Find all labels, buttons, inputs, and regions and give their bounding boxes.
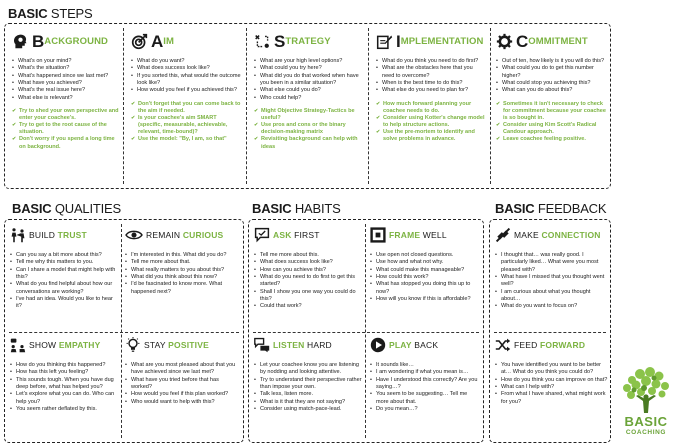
list-item: • Shall I show you one way you could do this? bbox=[254, 289, 362, 304]
list-item: • Who could help? bbox=[254, 95, 364, 102]
list-item: • Can you say a bit more about this? bbox=[10, 252, 118, 259]
logo-subtitle: COACHING bbox=[625, 429, 667, 436]
step-commitment: C OMMITMENT • Out of ten, how likely is it you will do this? • What could you do to get this number higher? • What could stop you achieving this? • What can you do about this? ✔ Sometimes it isn't necessary to check for commitment because your coachee is so bought in. ✔ Consider using Kim Scott's Radical Candour approach. ✔ Leave coachee feeling positive. bbox=[496, 30, 608, 186]
settings-cog-icon bbox=[496, 33, 513, 50]
list-item: • What have I missed that you thought went well? bbox=[495, 274, 608, 289]
quality-stay-positive: STAY POSITIVE • What are you most pleased about that you have achieved since we last met? • What have you tried before that has worked? • How would you feel if this plan worked? • Who would want to help with this? bbox=[125, 334, 240, 440]
list-item: • What could stop you achieving this? bbox=[496, 80, 608, 87]
list-item: • How would you feel if this plan worked? bbox=[125, 391, 240, 398]
list-item: • Can I share a model that might help with this? bbox=[10, 267, 118, 282]
step-aim: A IM • What do you want? • What does success look like? • If you sorted this, what would the outcome look like? • How would you feel if you achieved this? ✔ Don't forget that you can come back to the aim if needed. ✔ Is your coachee's aim SMART (specific, measurable, achievable, relevant, time-bound)? ✔ Use the model: "By, I am, so that" bbox=[131, 30, 241, 186]
list-item: • How could this work? bbox=[370, 274, 481, 281]
list-item: • What is it that they are not saying? bbox=[254, 399, 362, 406]
list-item: • Use open not closed questions. bbox=[370, 252, 481, 259]
steps-title: BASIC STEPS bbox=[8, 6, 93, 21]
list-item: • It sounds like… bbox=[370, 362, 481, 369]
tip-item: ✔ Use pros and cons or the binary decision-making matrix bbox=[254, 122, 364, 136]
list-item: • What are your high level options? bbox=[254, 58, 364, 65]
list-item: • What do you need to do first to get this started? bbox=[254, 274, 362, 289]
head-icon bbox=[12, 33, 29, 50]
handshake-icon bbox=[10, 337, 26, 353]
list-item: • Tell me why this matters to you. bbox=[10, 259, 118, 266]
list-item: • If you sorted this, what would the outcome look like? bbox=[131, 73, 241, 88]
strategy-icon bbox=[254, 33, 271, 50]
tip-item: ✔ Try to get to the root cause of the situation. bbox=[12, 122, 120, 136]
list-item: • What else is relevant? bbox=[12, 95, 120, 102]
list-item: • What's the real issue here? bbox=[12, 87, 120, 94]
tip-item: ✔ Revisiting background can help with ideas bbox=[254, 136, 364, 150]
list-item: • From what I have shared, what might work for you? bbox=[495, 391, 608, 406]
list-item: • What do you find helpful about how our conversations are working? bbox=[10, 281, 118, 296]
list-item: • What have you achieved? bbox=[12, 80, 120, 87]
logo-name: BASIC bbox=[624, 414, 668, 429]
list-item: • How do you think you can improve on that? bbox=[495, 377, 608, 384]
feedback-make-connection: MAKE CONNECTION • I thought that… was really good. I particularly liked… What were you most pleased with? • What have I missed that you thought went well? • I am curious about what you thought about… • What do you want to focus on? bbox=[495, 224, 608, 332]
list-item: • I thought that… was really good. I particularly liked… What were you most pleased with? bbox=[495, 252, 608, 274]
list-item: • When is the best time to do this? bbox=[376, 80, 486, 87]
lightbulb-icon bbox=[125, 337, 141, 353]
list-item: • Use how and what not why. bbox=[370, 259, 481, 266]
habits-title: BASIC HABITS bbox=[252, 201, 341, 216]
list-item: • What are you most pleased about that you have achieved since we last met? bbox=[125, 362, 240, 377]
list-item: • I am curious about what you thought about… bbox=[495, 289, 608, 304]
list-item: • What has stopped you doing this up to now? bbox=[370, 281, 481, 296]
list-item: • What are the obstacles here that you need to overcome? bbox=[376, 65, 486, 80]
list-item: • Tell me more about this. bbox=[254, 252, 362, 259]
feedback-feed-forward: FEED FORWARD • You have identified you want to be better at… What do you think you could do? • How do you think you can improve on that? • What can I help with? • From what I have shared, what might work for you? bbox=[495, 334, 608, 440]
list-item: • What does success look like? bbox=[254, 259, 362, 266]
list-item: • How has this left you feeling? bbox=[10, 369, 118, 376]
tip-item: ✔ Consider using Kim Scott's Radical Candour approach. bbox=[496, 122, 608, 136]
list-item: • Have I understood this correctly? Are you saying…? bbox=[370, 377, 481, 392]
list-item: • What do you want? bbox=[131, 58, 241, 65]
habit-listen-hard: LISTEN HARD • Let your coachee know you are listening by nodding and looking attentive. • Try to understand their perspective rather than impose your own. • Talk less, listen more. • What is it that they are not saying? • Consider using match-pace-lead. bbox=[254, 334, 362, 440]
step-background: B ACKGROUND • What's on your mind? • What's the situation? • What's happened since we last met? • What have you achieved? • What's the real issue here? • What else is relevant? ✔ Try to shed your own perspective and enter your coachee's. ✔ Try to get to the root cause of the situation. ✔ Don't worry if you spend a long time on background. bbox=[12, 30, 120, 186]
qualities-title: BASIC QUALITIES bbox=[12, 201, 121, 216]
tip-item: ✔ How much forward planning your coachee needs to do. bbox=[376, 101, 486, 115]
list-item: • What does success look like? bbox=[131, 65, 241, 72]
list-item: • This sounds tough. When you have dug deep before, what has helped you? bbox=[10, 377, 118, 392]
tip-item: ✔ Use the model: "By, I am, so that" bbox=[131, 136, 241, 143]
helping-hand-icon bbox=[10, 227, 26, 243]
list-item: • Try to understand their perspective rather than impose your own. bbox=[254, 377, 362, 392]
connection-icon bbox=[495, 227, 511, 243]
list-item: • What could make this manageable? bbox=[370, 267, 481, 274]
list-item: • What could you do to get this number higher? bbox=[496, 65, 608, 80]
quality-remain-curious: REMAIN CURIOUS • I'm interested in this. What did you do? • Tell me more about that. • What really matters to you about this? • What did you think about this now? • I'd be fascinated to know more. What happened next? bbox=[125, 224, 240, 332]
eye-icon bbox=[125, 227, 143, 243]
list-item: • I've had an idea. Would you like to hear it? bbox=[10, 296, 118, 311]
step-implementation: I MPLEMENTATION • What do you think you need to do first? • What are the obstacles here that you need to overcome? • When is the best time to do this? • What else do you need to plan for? ✔ How much forward planning your coachee needs to do. ✔ Consider using Kotter's change model to help structure actions. ✔ Use the pre-mortem to identify and solve problems in advance. bbox=[376, 30, 486, 186]
list-item: • What do you think you need to do first? bbox=[376, 58, 486, 65]
list-item: • What did you do that worked when have you been in a similar situation? bbox=[254, 73, 364, 88]
list-item: • Do you mean…? bbox=[370, 406, 481, 413]
tip-item: ✔ Is your coachee's aim SMART (specific, measurable, achievable, relevant, time-bound)? bbox=[131, 115, 241, 136]
list-item: • What else could you do? bbox=[254, 87, 364, 94]
list-item: • What's happened since we last met? bbox=[12, 73, 120, 80]
feedback-title: BASIC FEEDBACK bbox=[495, 201, 607, 216]
list-item: • How will you know if this is affordable? bbox=[370, 296, 481, 303]
tree-person-icon bbox=[614, 366, 678, 416]
list-item: • I'd be fascinated to know more. What happened next? bbox=[125, 281, 240, 296]
target-icon bbox=[131, 33, 148, 50]
list-item: • Talk less, listen more. bbox=[254, 391, 362, 398]
tip-item: ✔ Don't forget that you can come back to the aim if needed. bbox=[131, 101, 241, 115]
list-item: • I am wondering if what you mean is… bbox=[370, 369, 481, 376]
quality-build-trust: BUILD TRUST • Can you say a bit more about this? • Tell me why this matters to you. • Can I share a model that might help with this? • What do you find helpful about how our conversations are working? • I've had an idea. Would you like to hear it? bbox=[10, 224, 118, 332]
list-item: • What else do you need to plan for? bbox=[376, 87, 486, 94]
list-item: • Could that work? bbox=[254, 303, 362, 310]
notepad-pen-icon bbox=[376, 33, 393, 50]
list-item: • Tell me more about that. bbox=[125, 259, 240, 266]
list-item: • Out of ten, how likely is it you will do this? bbox=[496, 58, 608, 65]
list-item: • How do you thinking this happened? bbox=[10, 362, 118, 369]
list-item: • What do you want to focus on? bbox=[495, 303, 608, 310]
quality-show-empathy: SHOW EMPATHY • How do you thinking this happened? • How has this left you feeling? • This sounds tough. When you have dug deep before, what has helped you? • Let's explore what you can do. Who can help you? • You seem rather deflated by this. bbox=[10, 334, 118, 440]
habit-ask-first: ASK FIRST • Tell me more about this. • What does success look like? • How can you achieve this? • What do you need to do first to get this started? • Shall I show you one way you could do this? • Could that work? bbox=[254, 224, 362, 332]
tip-item: ✔ Use the pre-mortem to identify and solve problems in advance. bbox=[376, 129, 486, 143]
list-item: • What can I help with? bbox=[495, 384, 608, 391]
frame-icon bbox=[370, 227, 386, 243]
basic-coaching-logo bbox=[614, 366, 678, 444]
speech-bubble-icon bbox=[254, 227, 270, 243]
list-item: • Consider using match-pace-lead. bbox=[254, 406, 362, 413]
list-item: • What could you try here? bbox=[254, 65, 364, 72]
list-item: • Let's explore what you can do. Who can help you? bbox=[10, 391, 118, 406]
tip-item: ✔ Might Objective Strategy-Tactics be useful? bbox=[254, 108, 364, 122]
list-item: • Who would want to help with this? bbox=[125, 399, 240, 406]
habit-play-back: PLAY BACK • It sounds like… • I am wondering if what you mean is… • Have I understood this correctly? Are you saying…? • You seem to be suggesting… Tell me more about that. • Do you mean…? bbox=[370, 334, 481, 440]
list-item: • I'm interested in this. What did you do? bbox=[125, 252, 240, 259]
list-item: • What's on your mind? bbox=[12, 58, 120, 65]
list-item: • Let your coachee know you are listening by nodding and looking attentive. bbox=[254, 362, 362, 377]
list-item: • How can you achieve this? bbox=[254, 267, 362, 274]
list-item: • What can you do about this? bbox=[496, 87, 608, 94]
step-strategy: S TRATEGY • What are your high level options? • What could you try here? • What did you do that worked when have you been in a similar situation? • What else could you do? • Who could help? ✔ Might Objective Strategy-Tactics be useful? ✔ Use pros and cons or the binary decision-making matrix ✔ Revisiting background can help with ideas bbox=[254, 30, 364, 186]
tip-item: ✔ Don't worry if you spend a long time on background. bbox=[12, 136, 120, 150]
habit-frame-well: FRAME WELL • Use open not closed questions. • Use how and what not why. • What could make this manageable? • How could this work? • What has stopped you doing this up to now? • How will you know if this is affordable? bbox=[370, 224, 481, 332]
chat-bubbles-icon bbox=[254, 337, 270, 353]
tip-item: ✔ Try to shed your own perspective and enter your coachee's. bbox=[12, 108, 120, 122]
list-item: • What really matters to you about this? bbox=[125, 267, 240, 274]
tip-item: ✔ Consider using Kotter's change model to help structure actions. bbox=[376, 115, 486, 129]
list-item: • What did you think about this now? bbox=[125, 274, 240, 281]
tip-item: ✔ Sometimes it isn't necessary to check for commitment because your coachee is so bought in. bbox=[496, 101, 608, 122]
shuffle-arrows-icon bbox=[495, 337, 511, 353]
list-item: • What's the situation? bbox=[12, 65, 120, 72]
list-item: • What have you tried before that has worked? bbox=[125, 377, 240, 392]
tip-item: ✔ Leave coachee feeling positive. bbox=[496, 136, 608, 143]
play-icon bbox=[370, 337, 386, 353]
list-item: • You seem to be suggesting… Tell me more about that. bbox=[370, 391, 481, 406]
list-item: • How would you feel if you achieved this? bbox=[131, 87, 241, 94]
list-item: • You have identified you want to be better at… What do you think you could do? bbox=[495, 362, 608, 377]
list-item: • You seem rather deflated by this. bbox=[10, 406, 118, 413]
